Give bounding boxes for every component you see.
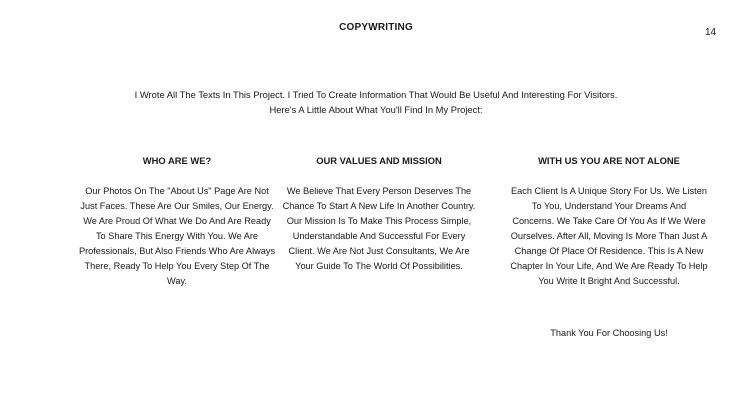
intro-text	[76, 88, 676, 117]
section-body: We Believe That Every Person Deserves The Chance To Start A New Life In Another Country. Our Mission Is To Make This Process Simple, Understandable And Successful For Every Client. We Are Not Just Consultants, We Are Your Guide To The World Of Possibilities.	[282, 186, 476, 271]
intro-line-1: I Wrote All The Texts In This Project. I Tried To Create Information That Would Be Useful And Interesting For Visitors.	[134, 89, 618, 100]
section-who-are-we	[78, 155, 276, 289]
closing-text: Thank You For Choosing Us!	[550, 328, 668, 338]
section-body: Each Client Is A Unique Story For Us. We Listen To You, Understand Your Dreams And Concerns. We Take Care Of You As If We Were Ourselves. After All, Moving Is More Than Just A Change Of Place Of Residence. This Is A New Chapter In Your Life, And We Are Ready To Help You Write It Bright And Successful.	[510, 186, 708, 286]
page-number: 14	[705, 27, 717, 38]
page-title: COPYWRITING	[339, 22, 413, 33]
intro-line-2: Here's A Little About What You'll Find In My Project:	[269, 103, 483, 115]
section-heading: OUR VALUES AND MISSION	[316, 155, 442, 166]
section-values-mission	[280, 155, 478, 274]
section-body: Our Photos On The "About Us" Page Are Not Just Faces. These Are Our Smiles, Our Energy. We Are Proud Of What We Do And Are Ready To Share This Energy With You. We Are Professionals, But Also Friends Who Are Always There, Ready To Help You Every Step Of The Way.	[78, 186, 276, 286]
section-not-alone	[510, 155, 708, 289]
section-heading: WHO ARE WE?	[142, 155, 212, 166]
section-heading: WITH US YOU ARE NOT ALONE	[538, 155, 680, 166]
